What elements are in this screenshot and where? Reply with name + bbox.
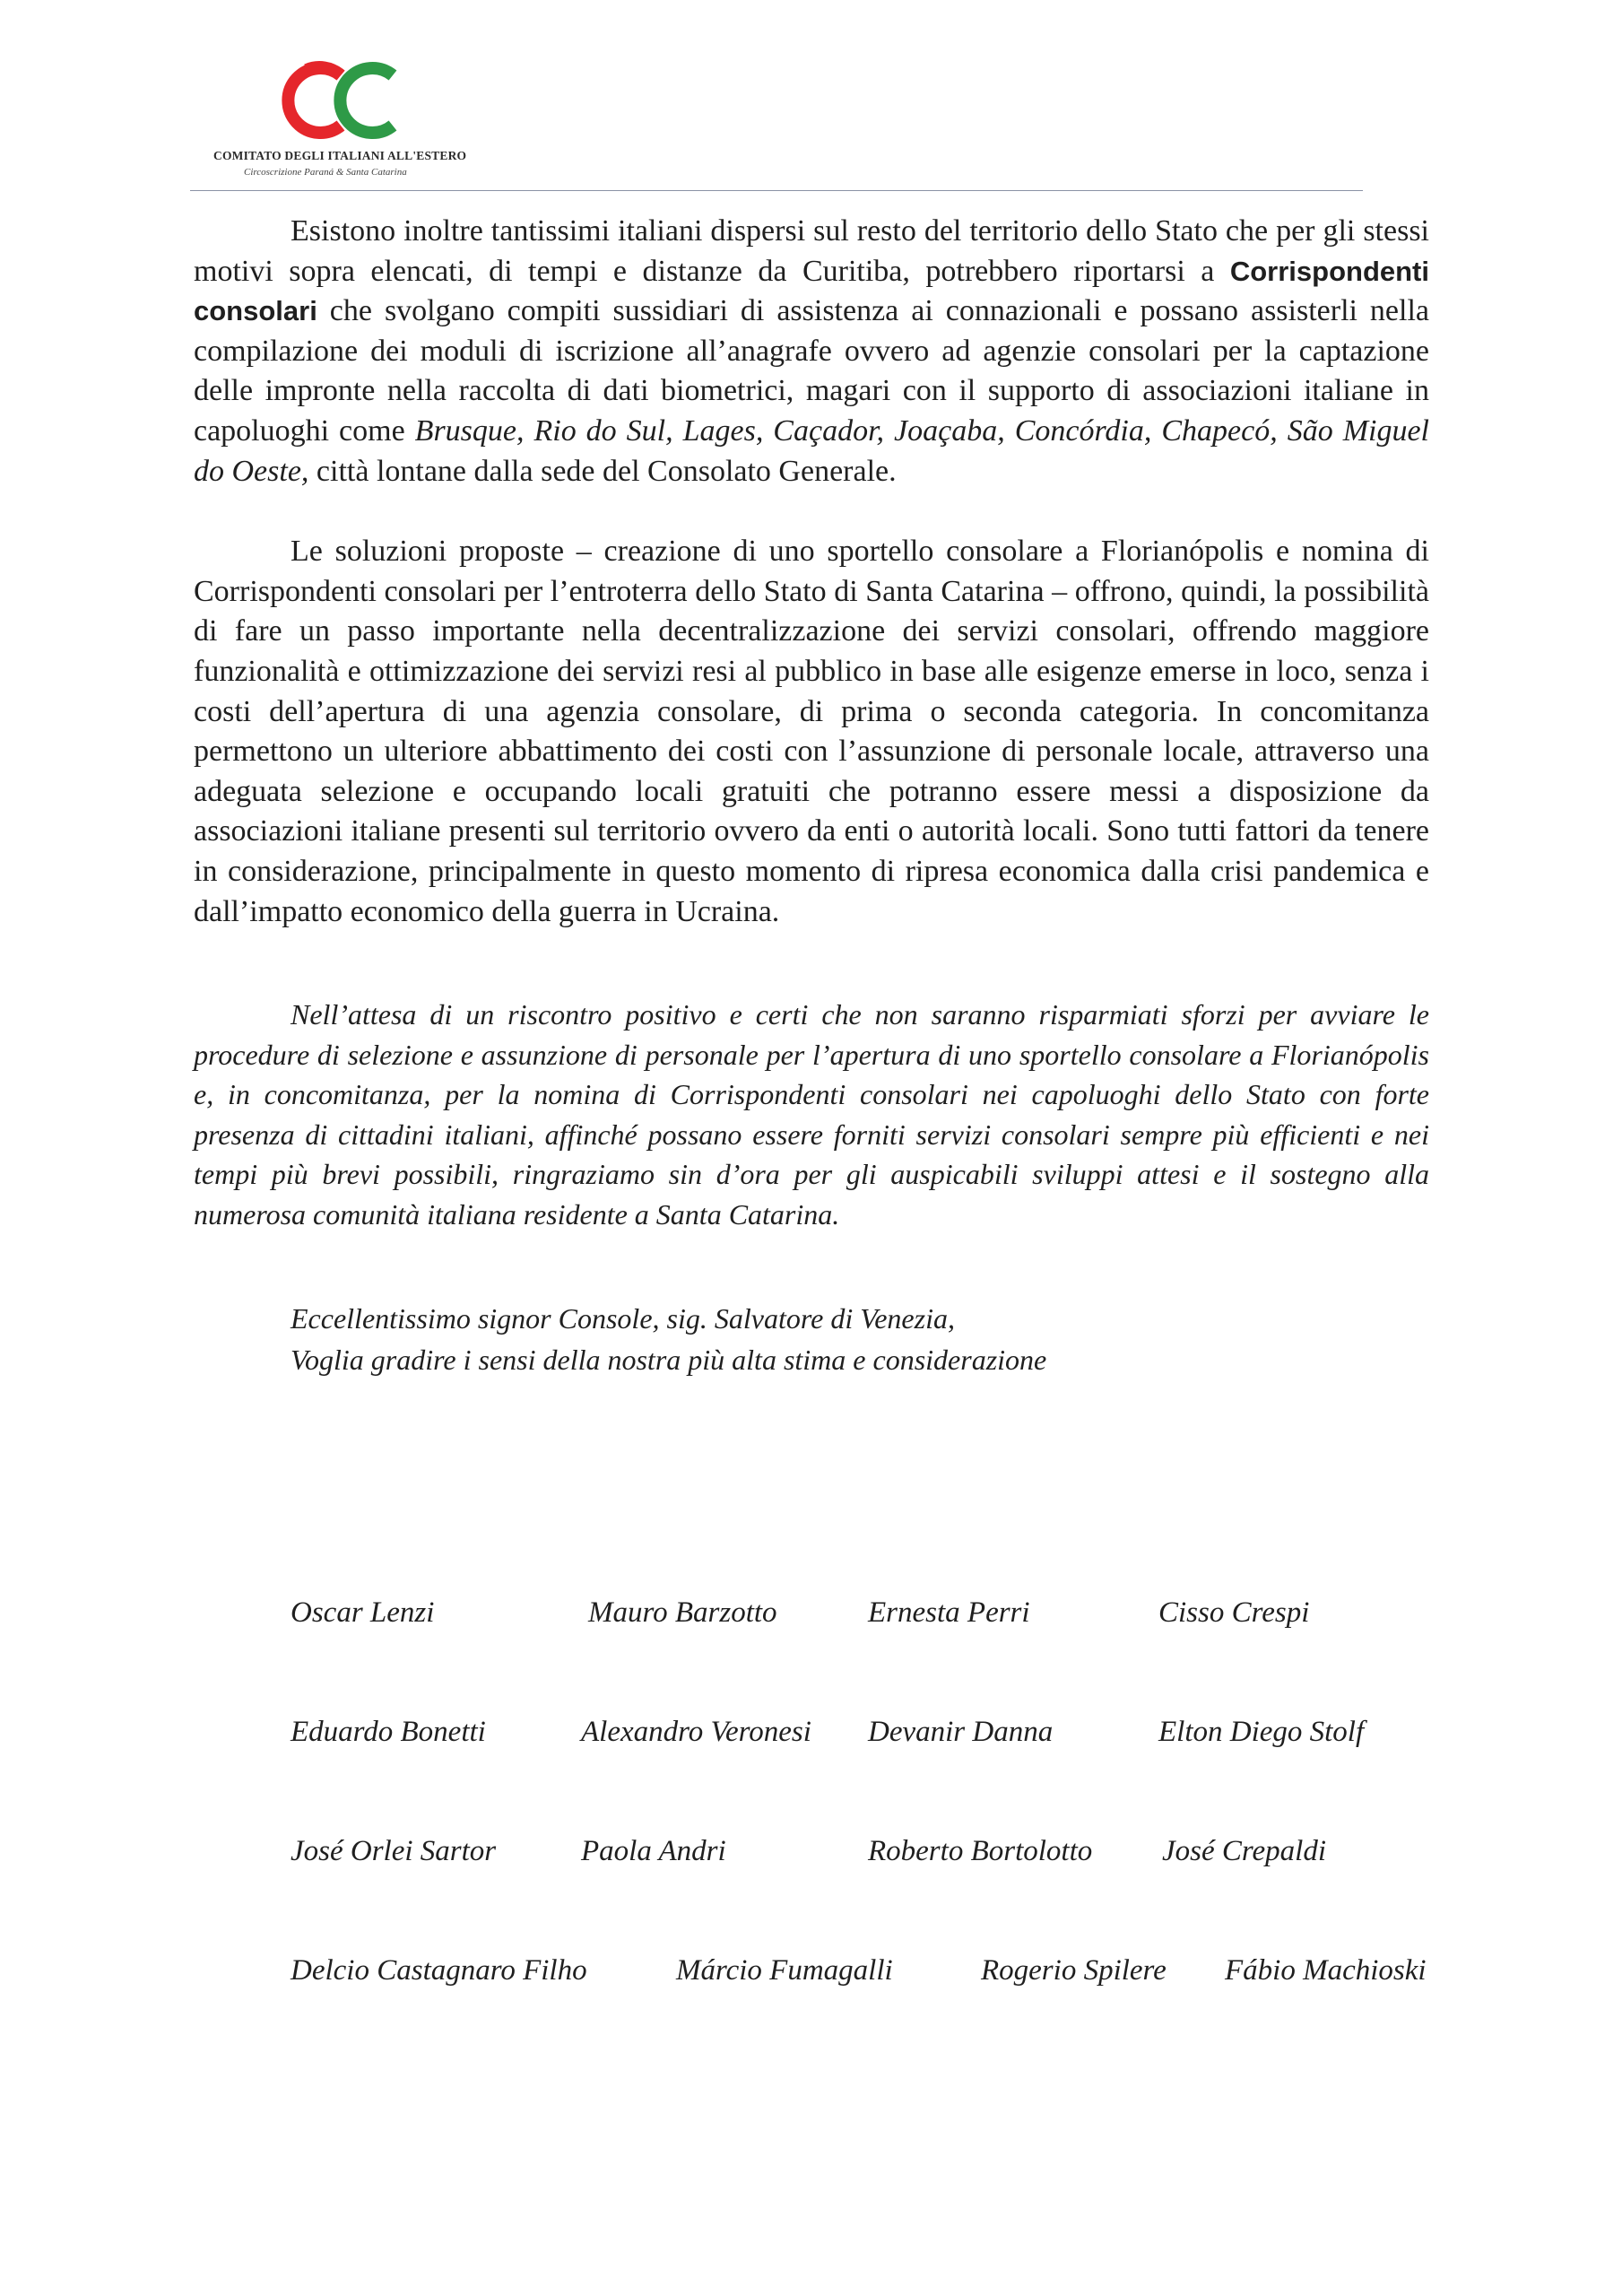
- signatory: Delcio Castagnaro Filho: [291, 1954, 587, 1987]
- p1-text-a: Esistono inoltre tantissimi italiani dispersi sul resto del territorio dello Stato che per gli stessi motivi sopra elencati, di tempi e distanze da Curitiba, potrebbero riportarsi a: [194, 214, 1429, 288]
- signatory: José Orlei Sartor: [291, 1835, 497, 1867]
- signatory: Elton Diego Stolf: [1158, 1716, 1365, 1748]
- p1-text-c: città lontane dalla sede del Consolato Generale.: [316, 454, 897, 488]
- signatory: Oscar Lenzi: [291, 1596, 435, 1629]
- signatory: José Crepaldi: [1162, 1835, 1326, 1867]
- signatory: Mauro Barzotto: [588, 1596, 777, 1629]
- header-divider: [190, 190, 1363, 191]
- p1-cities: Brusque, Rio do Sul, Lages, Caçador, Joaçaba, Concórdia, Chapecó, São Miguel do Oeste,: [194, 413, 1429, 488]
- letterhead-logo: [213, 56, 467, 190]
- signatory: Devanir Danna: [868, 1716, 1054, 1748]
- signatory: Alexandro Veronesi: [581, 1716, 811, 1748]
- p1-bold-text: Corrispondenti consolari: [194, 255, 1429, 327]
- greeting-line-1: Eccellentissimo signor Console, sig. Salvatore di Venezia,: [291, 1301, 955, 1335]
- signatory: Cisso Crespi: [1158, 1596, 1310, 1629]
- p1-text-b: che svolgano compiti sussidiari di assistenza ai connazionali e possano assisterli nella compilazione dei moduli di iscrizione all’anagrafe ovvero ad agenzie consolari per la captazione delle impronte nella raccolta di dati biometrici, magari con il supporto di associazioni italiane in capoluoghi come: [194, 294, 1429, 448]
- signatory: Roberto Bortolotto: [868, 1835, 1093, 1867]
- signatory: Márcio Fumagalli: [676, 1954, 893, 1987]
- signatory: Rogerio Spilere: [981, 1954, 1167, 1987]
- org-name: COMITATO DEGLI ITALIANI ALL'ESTERO: [213, 149, 467, 162]
- signatory: Paola Andri: [581, 1835, 726, 1867]
- greeting: [291, 1298, 1429, 1380]
- signatory: Ernesta Perri: [868, 1596, 1030, 1629]
- signatories: [194, 1596, 1429, 2099]
- org-subtitle: Circoscrizione Paraná & Santa Catarina: [244, 167, 407, 178]
- letter-body: [194, 212, 1429, 1380]
- paragraph-2: Le soluzioni proposte – creazione di uno sportello consolare a Florianópolis e nomina di Corrispondenti consolari per l’entroterra dello Stato di Santa Catarina – offrono, quindi, la possibilità di fare un passo importante nella decentralizzazione dei servizi consolari, offrendo maggiore funzionalità e ottimizzazione dei servizi resi al pubblico in base alle esigenze emerse in loco, senza i costi dell’apertura di una agenzia consolare, di prima o seconda categoria. In concomitanza permettono un ulteriore abbattimento dei costi con l’assunzione di personale locale, attraverso una adeguata selezione e occupando locali gratuiti che potranno essere messi a disposizione da associazioni italiane presenti sul territorio ovvero da enti o autorità locali. Sono tutti fattori da tenere in considerazione, principalmente in questo momento di ripresa economica dalla crisi pandemica e dall’impatto economico della guerra in Ucraina.: [194, 535, 1429, 928]
- signatory: Fábio Machioski: [1225, 1954, 1427, 1987]
- signatory: Eduardo Bonetti: [291, 1716, 486, 1748]
- cie-logo-icon: [267, 56, 411, 145]
- closing-paragraph: Nell’attesa di un riscontro positivo e certi che non saranno risparmiati sforzi per avviare le procedure di selezione e assunzione di personale per l’apertura di uno sportello consolare a Florianópolis e, in concomitanza, per la nomina di Corrispondenti consolari nei capoluoghi dello Stato con forte presenza di cittadini italiani, affinché possano essere forniti servizi consolari sempre più efficienti e nei tempi più brevi possibili, ringraziamo sin d’ora per gli auspicabili sviluppi attesi e il sostegno alla numerosa comunità italiana residente a Santa Catarina.: [194, 998, 1429, 1231]
- greeting-line-2: Voglia gradire i sensi della nostra più alta stima e considerazione: [291, 1343, 1047, 1376]
- paragraph-1: [194, 212, 1429, 491]
